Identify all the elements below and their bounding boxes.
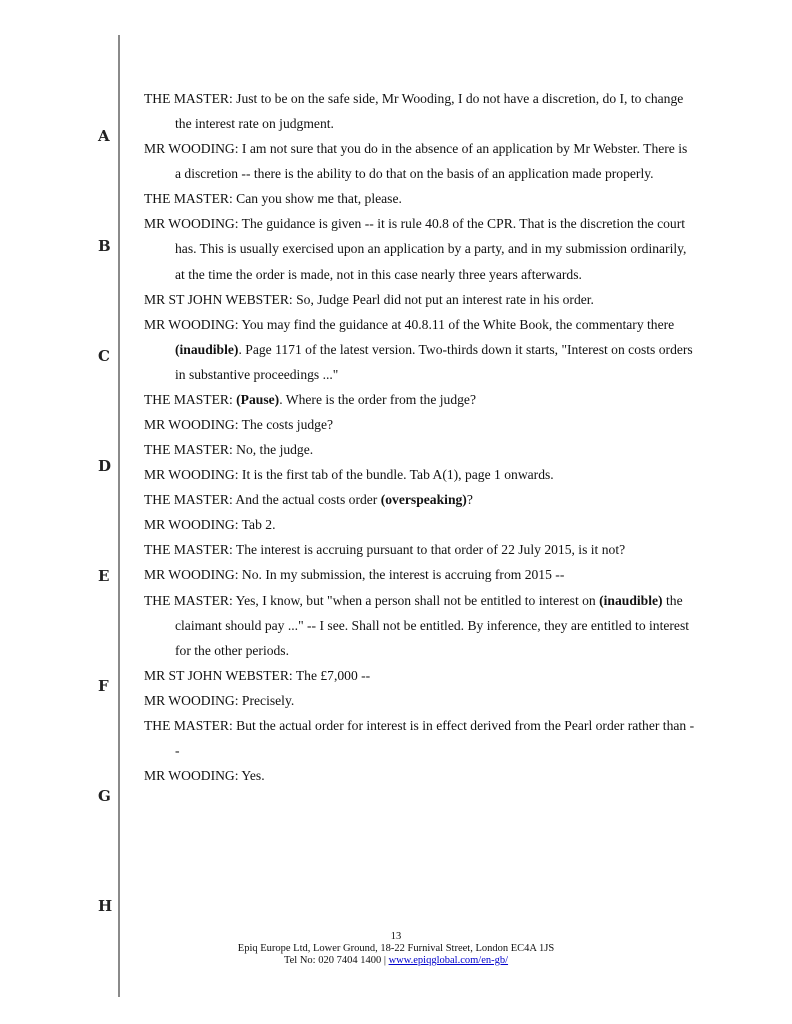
speech-text: . Where is the order from the judge? — [279, 391, 476, 407]
speech-text: the claimant should pay ..." -- I see. Shall not be entitled. By inference, they are entitled to interest for the other periods. — [175, 592, 690, 658]
transcript-paragraph — [0, 186, 695, 211]
margin-letter-a: A — [98, 127, 110, 145]
transcript-paragraph — [0, 211, 695, 286]
speaker-label: MR WOODING: — [144, 141, 239, 157]
margin-letter-e: E — [98, 567, 110, 585]
margin-letter-c: C — [98, 347, 110, 365]
speaker-label: THE MASTER: — [144, 542, 233, 558]
speech-text: I am not sure that you do in the absence of an application by Mr Webster. There is a discretion -- there is the ability to do that on the basis of an application made properly. — [175, 141, 688, 182]
footer-website-link[interactable]: www.epiqglobal.com/en-gb/ — [388, 955, 509, 966]
transcript-paragraph — [0, 763, 695, 788]
speaker-label: MR ST JOHN WEBSTER: — [144, 667, 293, 683]
transcript-paragraph — [0, 588, 695, 663]
transcript-body — [0, 86, 792, 788]
speaker-label: MR ST JOHN WEBSTER: — [144, 291, 293, 307]
transcript-paragraph — [0, 562, 695, 587]
speech-text: The guidance is given -- it is rule 40.8 of the CPR. That is the discretion the court has. This is usually exercised upon an application by a party, and in my submission ordinarily, at the time the order is made, not in this case nearly three years afterwards. — [175, 216, 687, 282]
bold-annotation: (Pause) — [236, 391, 280, 407]
speaker-label: THE MASTER: — [144, 717, 233, 733]
margin-letter-d: D — [98, 457, 112, 475]
footer-contact — [0, 955, 792, 967]
speech-text: The interest is accruing pursuant to that order of 22 July 2015, is it not? — [232, 542, 626, 558]
speaker-label: MR WOODING: — [144, 216, 239, 232]
speech-text: No, the judge. — [232, 442, 314, 458]
speech-text: . Page 1171 of the latest version. Two-thirds down it starts, "Interest on costs orders in substantive proceedings ..." — [175, 341, 693, 382]
margin-letter-h: H — [98, 897, 113, 915]
transcript-paragraph — [0, 312, 695, 387]
speech-text: Just to be on the safe side, Mr Wooding, I do not have a discretion, do I, to change the interest rate on judgment. — [175, 91, 684, 132]
speaker-label: THE MASTER: — [144, 191, 233, 207]
transcript-paragraph — [0, 437, 695, 462]
speaker-label: THE MASTER: — [144, 492, 233, 508]
bold-annotation: (inaudible) — [599, 592, 663, 608]
transcript-paragraph — [0, 487, 695, 512]
transcript-paragraph — [0, 462, 695, 487]
footer-address: Epiq Europe Ltd, Lower Ground, 18-22 Furnival Street, London EC4A 1JS — [237, 943, 555, 954]
transcript-paragraph — [0, 412, 695, 437]
speaker-label: MR WOODING: — [144, 517, 239, 533]
transcript-paragraph — [0, 663, 695, 688]
speech-text: It is the first tab of the bundle. Tab A(1), page 1 onwards. — [238, 467, 554, 483]
speech-text: And the actual costs order — [232, 492, 381, 508]
speaker-label: MR WOODING: — [144, 417, 239, 433]
page-number: 13 — [390, 931, 402, 942]
transcript-paragraph — [0, 688, 695, 713]
margin-letter-b: B — [98, 237, 111, 255]
transcript-paragraph — [0, 512, 695, 537]
speech-text: Precisely. — [238, 692, 295, 708]
speaker-label: MR WOODING: — [144, 768, 239, 784]
speaker-label: MR WOODING: — [144, 467, 239, 483]
speaker-label: THE MASTER: — [144, 91, 233, 106]
speaker-label: THE MASTER: — [144, 442, 233, 458]
footer-tel: Tel No: 020 7404 1400 | — [283, 955, 389, 966]
transcript-paragraph — [0, 136, 695, 186]
speaker-label: THE MASTER: — [144, 592, 233, 608]
speech-text: Tab 2. — [238, 517, 276, 533]
transcript-paragraph — [0, 387, 695, 412]
speech-text: Yes, I know, but "when a person shall not be entitled to interest on — [232, 592, 600, 608]
speaker-label: MR WOODING: — [144, 692, 239, 708]
transcript-paragraph — [0, 713, 695, 763]
speech-text: Can you show me that, please. — [232, 191, 402, 207]
speech-text: The costs judge? — [238, 417, 334, 433]
speech-text: No. In my submission, the interest is accruing from 2015 -- — [238, 567, 565, 583]
speech-text: You may find the guidance at 40.8.11 of the White Book, the commentary there — [238, 316, 675, 332]
speech-text: The £7,000 -- — [292, 667, 371, 683]
speech-text: But the actual order for interest is in effect derived from the Pearl order rather than -- — [175, 717, 695, 759]
transcript-paragraph — [0, 287, 695, 312]
transcript-paragraph — [0, 86, 695, 136]
speaker-label: THE MASTER: — [144, 391, 233, 407]
bold-annotation: (overspeaking) — [380, 492, 467, 508]
transcript-paragraph — [0, 537, 695, 562]
speech-text: So, Judge Pearl did not put an interest rate in his order. — [292, 291, 594, 307]
speech-text: ? — [466, 492, 473, 508]
bold-annotation: (inaudible) — [175, 341, 239, 357]
speaker-label: MR WOODING: — [144, 567, 239, 583]
speaker-label: MR WOODING: — [144, 316, 239, 332]
margin-letter-g: G — [98, 787, 111, 805]
speech-text: Yes. — [238, 768, 265, 784]
margin-letter-f: F — [98, 677, 109, 695]
